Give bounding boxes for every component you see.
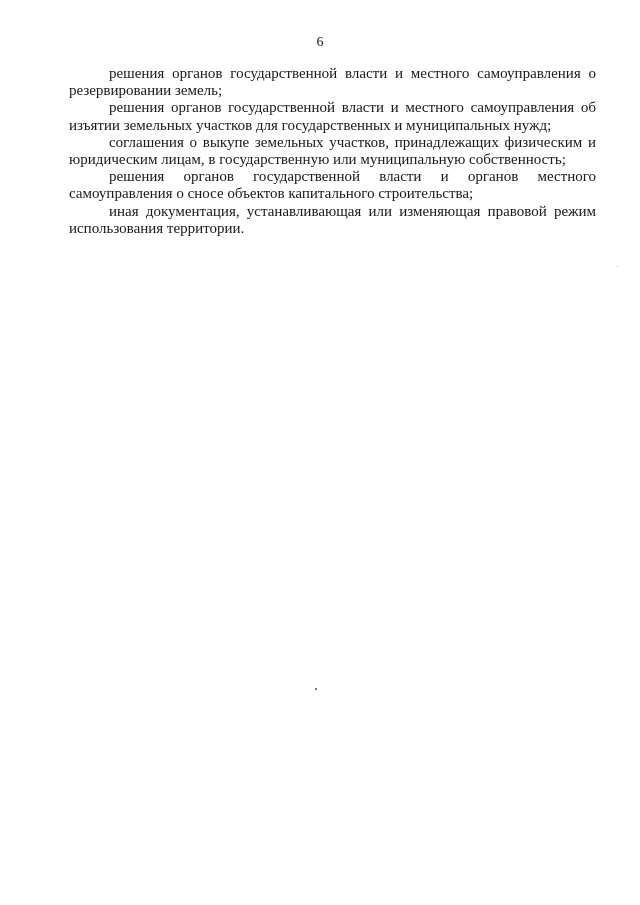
paragraph-other-documentation: иная документация, устанавливающая или изменяющая правовой режим использования территории. (69, 203, 596, 237)
page-number: 6 (316, 35, 324, 50)
document-body (69, 66, 596, 238)
paragraph-land-seizure: решения органов государственной власти и местного самоуправления об изъятии земельных участков для государственных и муниципальных нужд; (69, 100, 596, 134)
paragraph-demolition: решения органов государственной власти и органов местного самоуправления о сносе объектов капитального строительства; (69, 169, 596, 203)
scan-speck (617, 266, 618, 267)
scan-speck (315, 688, 317, 690)
paragraph-land-buyout: соглашения о выкупе земельных участков, принадлежащих физическим и юридическим лицам, в государственную или муниципальную собственность; (69, 134, 596, 169)
paragraph-land-reservation: решения органов государственной власти и местного самоуправления о резервировании земель; (69, 66, 596, 100)
